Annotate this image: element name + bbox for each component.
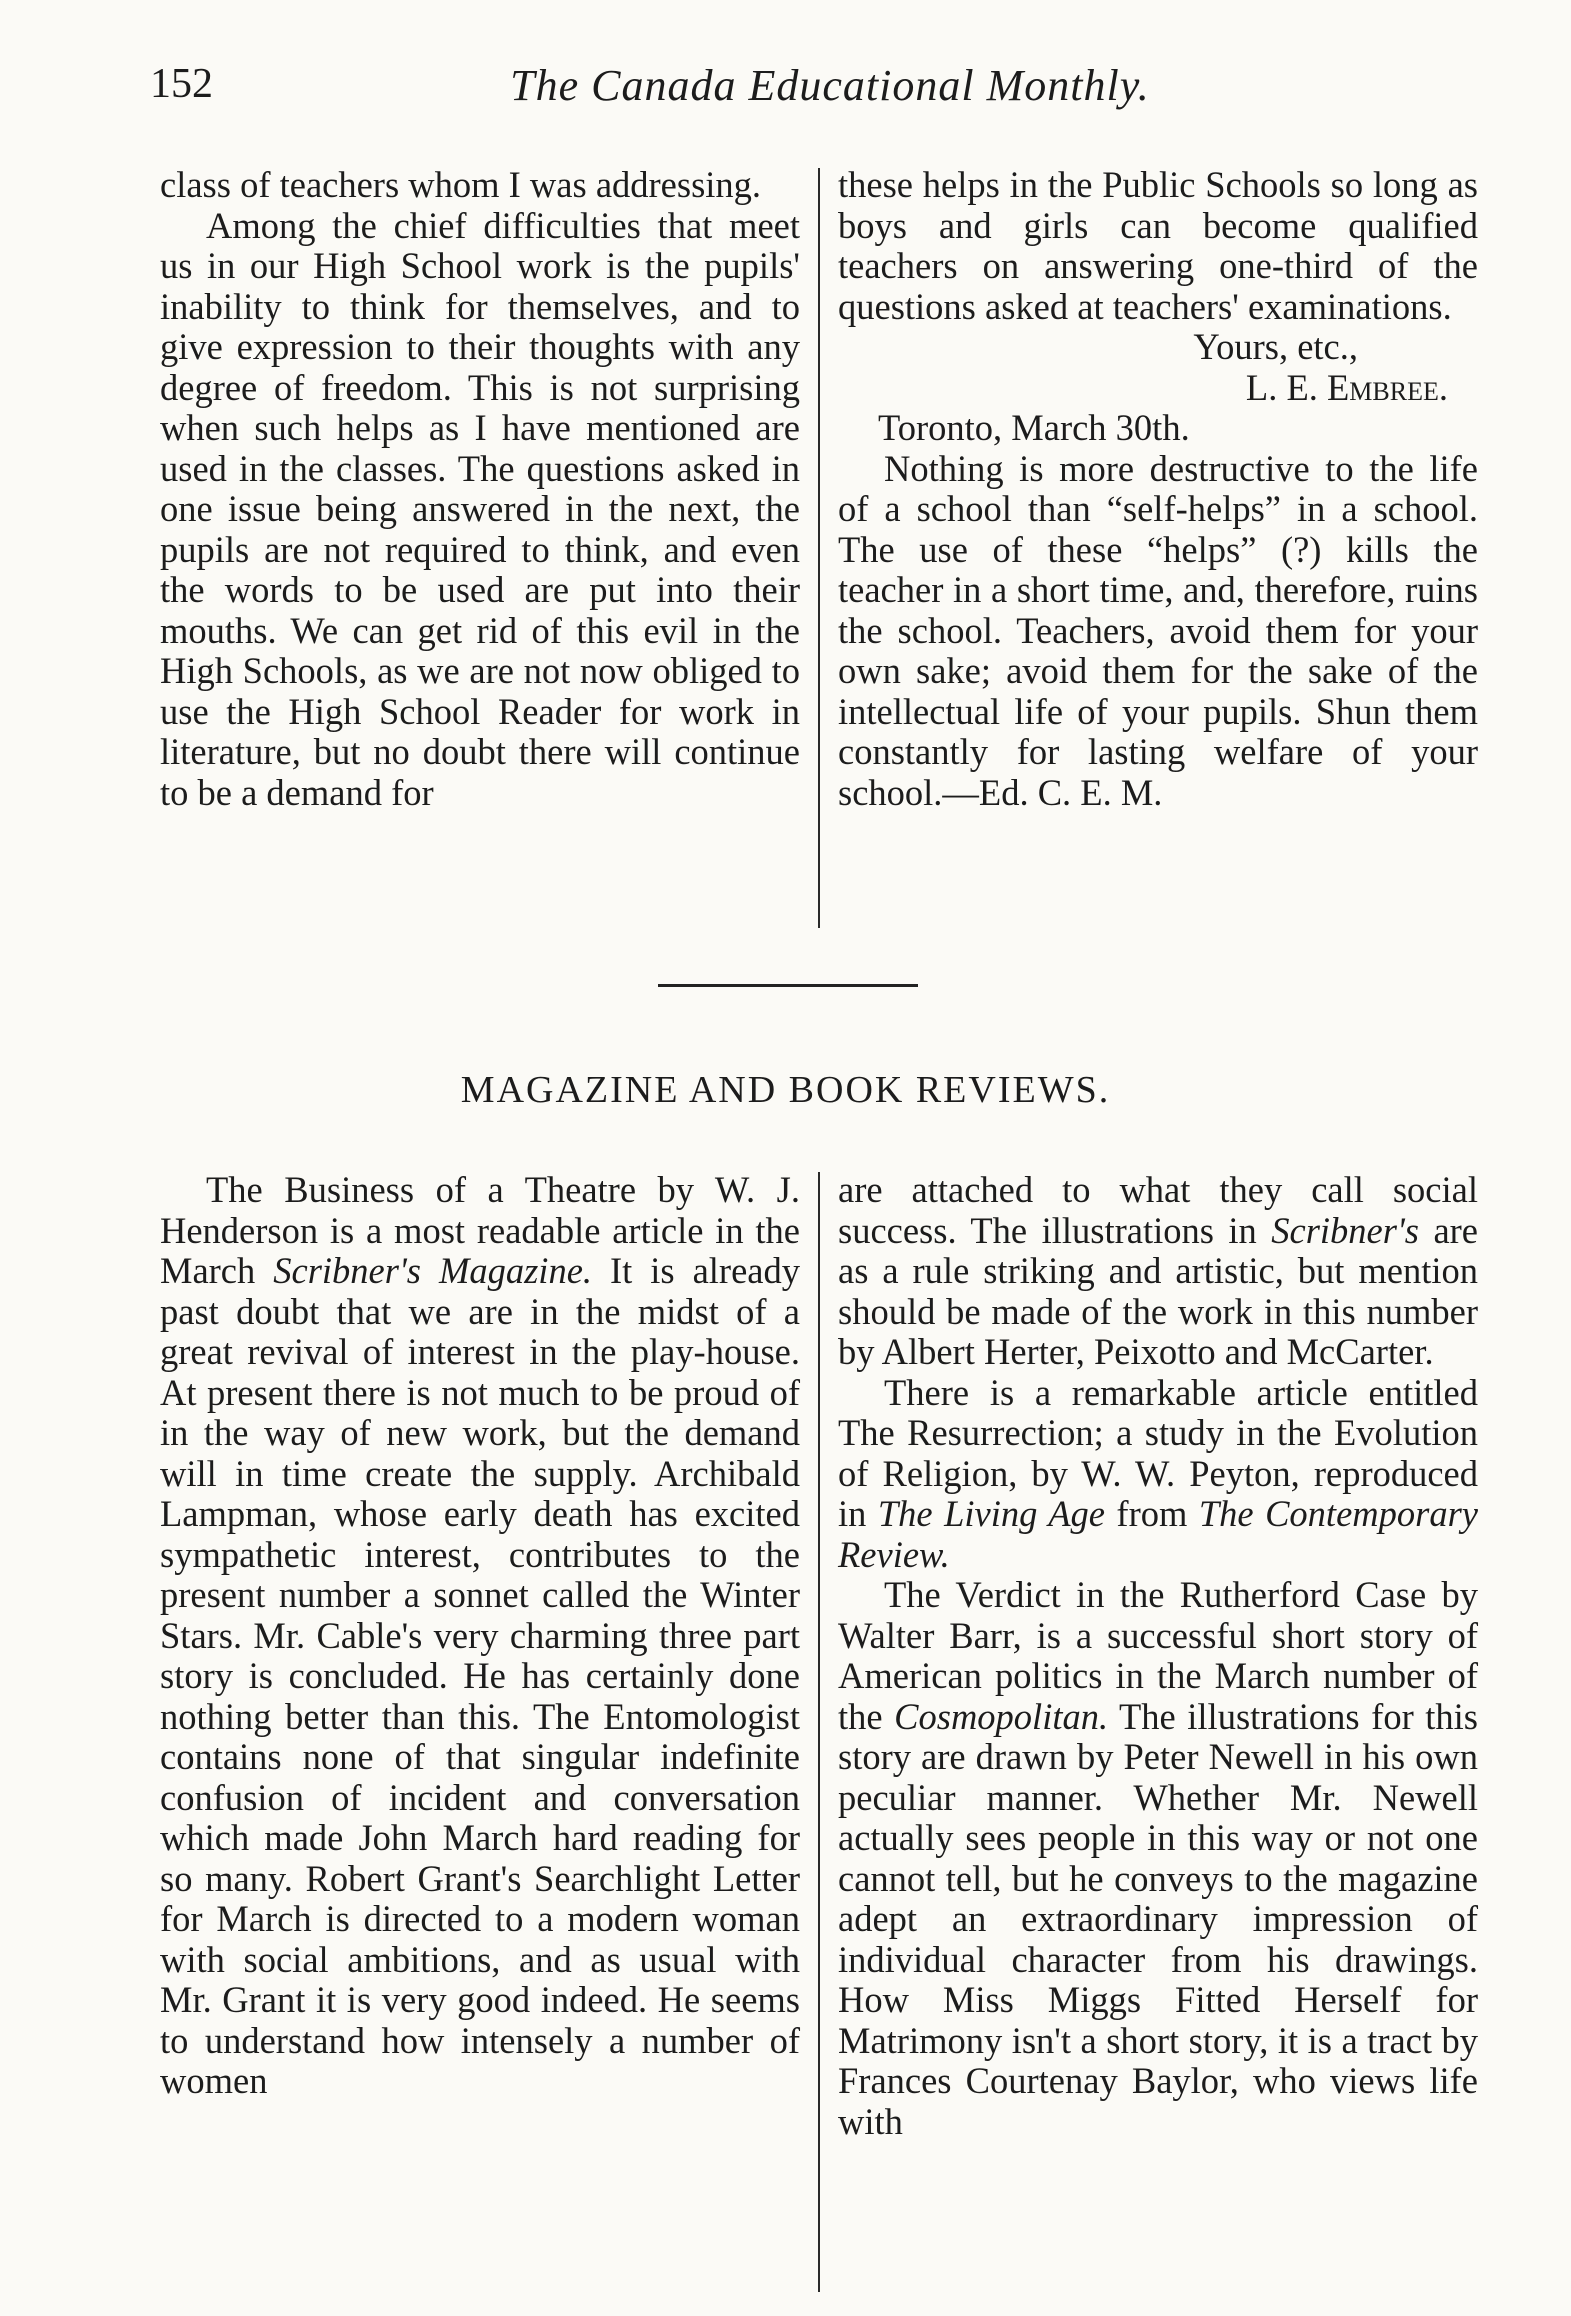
letter-paragraph: class of teachers whom I was addressing. xyxy=(160,164,762,205)
magazine-title: Scribner's xyxy=(1271,1209,1419,1251)
section-divider xyxy=(658,984,918,987)
letter-signature: L. E. Embree. xyxy=(1245,366,1448,408)
review-paragraph: are attached to what they call social success. The illustrations in Scribner's are as a rule striking and artistic, but mention should be made of the work in this number by Albert Herter, Peixotto and McCarter. xyxy=(838,1169,1478,1372)
magazine-title: The Living Age xyxy=(877,1493,1105,1534)
page-number: 152 xyxy=(150,61,213,107)
reviews-left-column xyxy=(160,1170,800,2102)
column-divider xyxy=(818,168,820,928)
letter-closing: Yours, etc., xyxy=(1193,326,1358,367)
letter-right-column xyxy=(838,165,1478,813)
magazine-title: Scribner's Magazine. xyxy=(273,1250,593,1291)
letter-continuation: these helps in the Public Schools so long as boys and girls can become qualified teachers on answering one-third of the questions asked at teachers' examinations. xyxy=(838,164,1478,327)
reviews-right-column xyxy=(838,1170,1478,2142)
review-paragraph: There is a remarkable article entitled The Resurrection; a study in the Evolution of Religion, by W. W. Peyton, reproduced in The Living Age from The Contemporary Review. xyxy=(838,1371,1478,1575)
column-divider xyxy=(818,1172,820,2292)
editor-note: Nothing is more destructive to the life of a school than “self-helps” in a school. The use of these “helps” (?) kills the teacher in a short time, and, therefore, ruins the school. Teachers, avoid them for your own sake; avoid them for the sake of the intellectual life of your pupils. Shun them constantly for lasting welfare of your school.—Ed. C. E. M. xyxy=(838,447,1478,813)
page-header xyxy=(150,60,1510,130)
review-paragraph: The Verdict in the Rutherford Case by Walter Barr, is a successful short story of American politics in the March number of the Cosmopolitan. The illustrations for this story are drawn by Peter Newell in his own peculiar manner. Whether Mr. Newell actually sees people in this way or not one cannot tell, but he conveys to the magazine adept an extraordinary impression of individual character from his drawings. How Miss Miggs Fitted Herself for Matrimony isn't a short story, it is a tract by Frances Courtenay Baylor, who views life with xyxy=(838,1574,1479,2142)
magazine-title: The Contemporary Review. xyxy=(838,1493,1478,1575)
running-title: The Canada Educational Monthly. xyxy=(510,61,1150,110)
letter-left-column xyxy=(160,165,800,813)
letter-place-date: Toronto, March 30th. xyxy=(878,407,1190,448)
section-heading: MAGAZINE AND BOOK REVIEWS. xyxy=(460,1069,1111,1111)
letter-paragraph: Among the chief difficulties that meet us in our High School work is the pupils' inability to think for themselves, and to give expression to their thoughts with any degree of freedom. This is not surprising when such helps as I have mentioned are used in the classes. The questions asked in one issue being answered in the next, the pupils are not required to think, and even the words to be used are put into their mouths. We can get rid of this evil in the High Schools, as we are not now obliged to use the High School Reader for work in literature, but no doubt there will continue to be a demand for xyxy=(160,204,800,813)
magazine-title: Cosmopolitan. xyxy=(894,1695,1109,1737)
review-paragraph: The Business of a Theatre by W. J. Henderson is a most readable article in the March Scribner's Magazine. It is already past doubt that we are in the midst of a great revival of interest in the play-house. At present there is not much to be proud of in the way of new work, but the demand will in time create the supply. Archibald Lampman, whose early death has excited sympathetic interest, contributes to the present number a sonnet called the Winter Stars. Mr. Cable's very charming three part story is concluded. He has certainly done nothing better than this. The Entomologist contains none of that singular indefinite confusion of incident and conversation which made John March hard reading for so many. Robert Grant's Searchlight Letter for March is directed to a modern woman with social ambitions, and as usual with Mr. Grant it is very good indeed. He seems to understand how intensely a number of women xyxy=(160,1169,800,2101)
